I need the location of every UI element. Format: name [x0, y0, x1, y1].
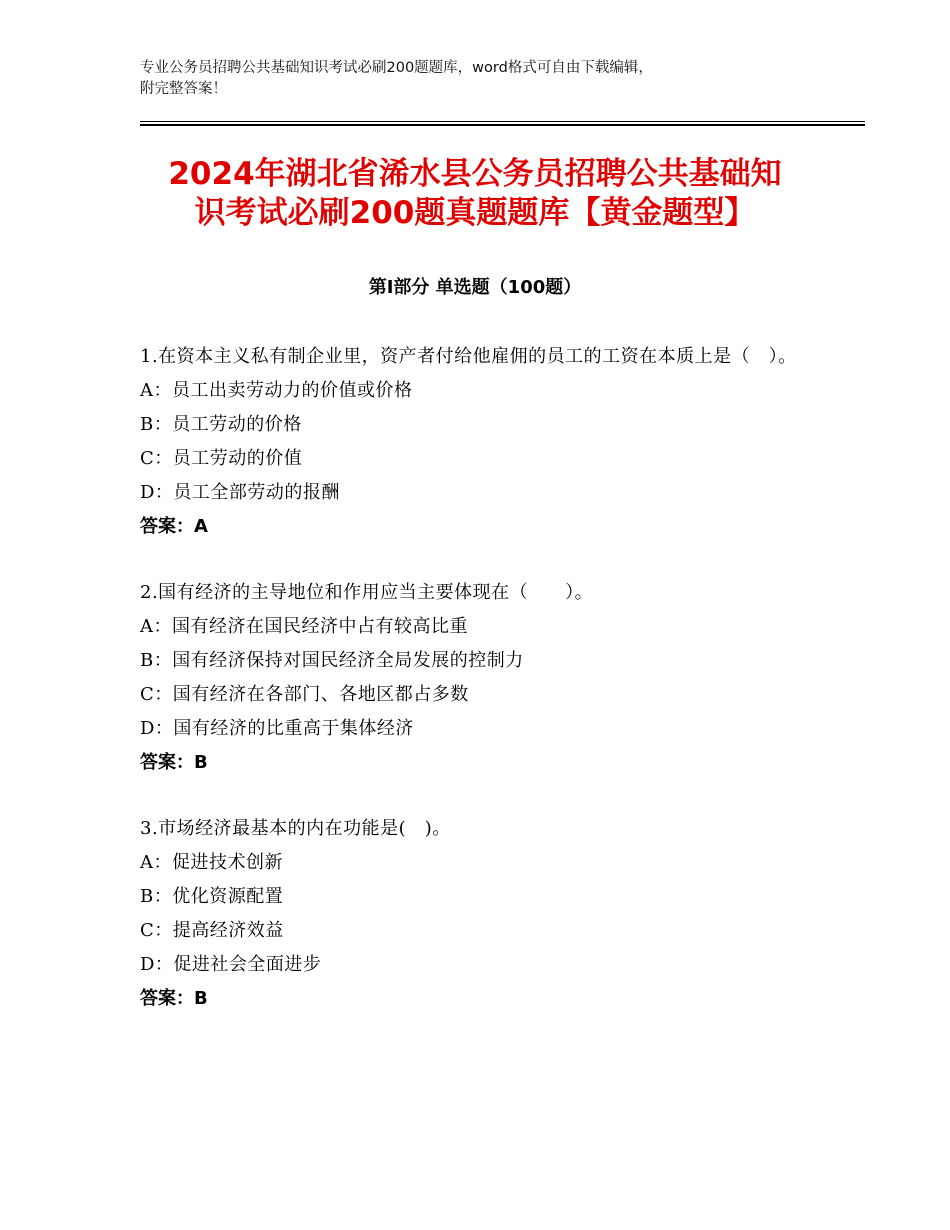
- document-title: [100, 155, 850, 233]
- section-title: 第Ⅰ部分 单选题（100题）: [368, 277, 582, 298]
- question-stem: 1.在资本主义私有制企业里，资产者付给他雇佣的员工的工资在本质上是（ ）。: [140, 346, 797, 367]
- option-b: B：国有经济保持对国民经济全局发展的控制力: [140, 650, 524, 671]
- header-divider-thin: [140, 121, 865, 122]
- question-1: [140, 340, 820, 544]
- header-divider-thick: [140, 124, 865, 126]
- question-2: [140, 576, 820, 780]
- option-b: B：员工劳动的价格: [140, 414, 302, 435]
- option-d: D：国有经济的比重高于集体经济: [140, 718, 414, 739]
- option-c: C：提高经济效益: [140, 920, 284, 941]
- answer: 答案：B: [140, 752, 208, 773]
- answer: 答案：B: [140, 988, 208, 1009]
- option-d: D：员工全部劳动的报酬: [140, 482, 340, 503]
- question-3: [140, 812, 820, 1016]
- option-d: D：促进社会全面进步: [140, 954, 322, 975]
- question-stem: 3.市场经济最基本的内在功能是( )。: [140, 818, 451, 839]
- document-title-line1: 2024年湖北省浠水县公务员招聘公共基础知: [168, 156, 782, 192]
- header-note-line1: 专业公务员招聘公共基础知识考试必刷200题题库，word格式可自由下载编辑，: [140, 60, 653, 76]
- option-c: C：国有经济在各部门、各地区都占多数: [140, 684, 469, 705]
- option-a: A：促进技术创新: [140, 852, 283, 873]
- question-stem: 2.国有经济的主导地位和作用应当主要体现在（ ）。: [140, 582, 594, 603]
- header-note: [140, 58, 820, 100]
- question-list: [140, 340, 820, 1048]
- answer: 答案：A: [140, 516, 208, 537]
- option-a: A：国有经济在国民经济中占有较高比重: [140, 616, 468, 637]
- option-c: C：员工劳动的价值: [140, 448, 303, 469]
- header-note-line2: 附完整答案！: [140, 81, 227, 97]
- option-a: A：员工出卖劳动力的价值或价格: [140, 380, 413, 401]
- option-b: B：优化资源配置: [140, 886, 284, 907]
- document-title-line2: 识考试必刷200题真题题库【黄金题型】: [194, 195, 756, 231]
